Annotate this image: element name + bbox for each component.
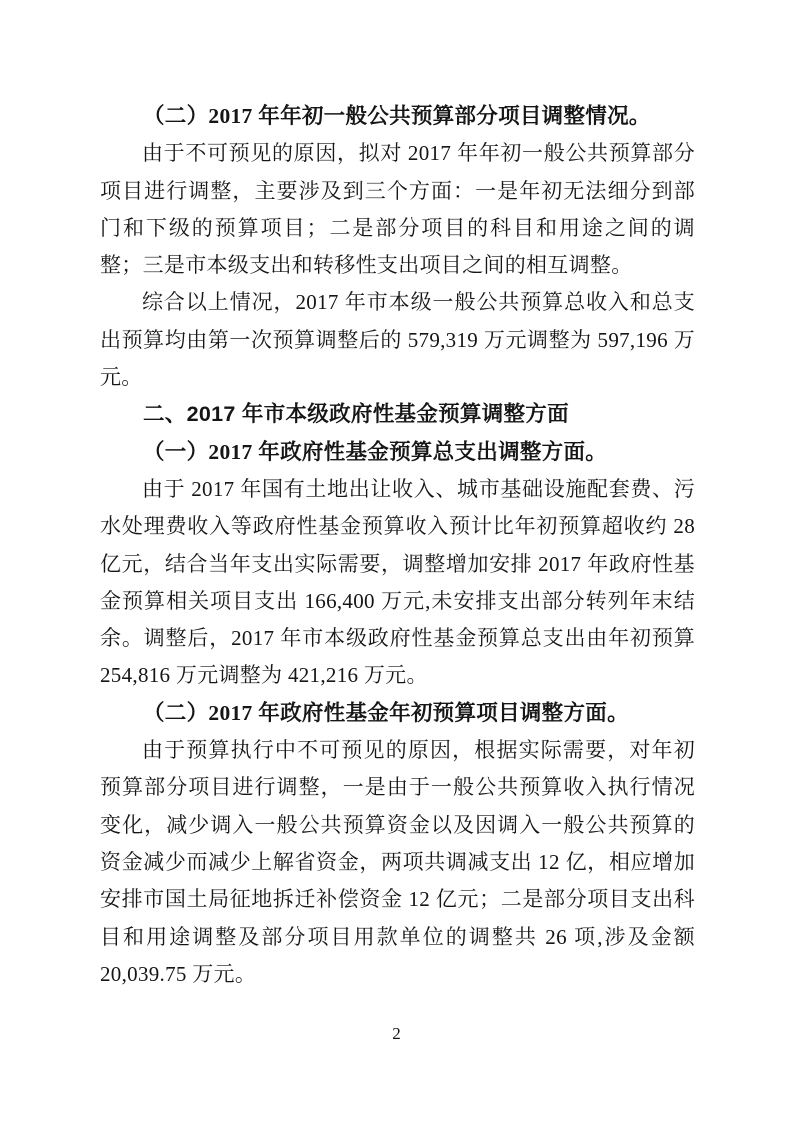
paragraph-fund-project-adjustment: 由于预算执行中不可预见的原因，根据实际需要，对年初预算部分项目进行调整，一是由于一般公共预算收入执行情况变化，减少调入一般公共预算资金以及因调入一般公共预算的资金减少而减少上解省资金，两项共调减支出 12 亿，相应增加安排市国土局征地拆迁补偿资金 12 亿元；二是部分项目支出科目和用途调整及部分项目用款单位的调整共 26 项,涉及金额 20,039.75 万元。	[100, 738, 695, 986]
paragraph-general-budget-totals: 综合以上情况，2017 年市本级一般公共预算总收入和总支出预算均由第一次预算调整后的 579,319 万元调整为 597,196 万元。	[100, 290, 695, 390]
document-content	[100, 98, 695, 993]
section-heading-government-fund-budget: 二、2017 年市本级政府性基金预算调整方面	[143, 402, 569, 427]
page-number: 2	[392, 1024, 401, 1043]
section-heading-fund-initial-budget-projects: （二）2017 年政府性基金年初预算项目调整方面。	[143, 700, 629, 725]
section-heading-fund-total-expenditure: （一）2017 年政府性基金预算总支出调整方面。	[143, 439, 608, 464]
paragraph-general-budget-reasons: 由于不可预见的原因，拟对 2017 年年初一般公共预算部分项目进行调整，主要涉及到三个方面：一是年初无法细分到部门和下级的预算项目；二是部分项目的科目和用途之间的调整；三是市本级支出和转移性支出项目之间的相互调整。	[100, 141, 695, 278]
section-heading-general-budget-project-adjustment: （二）2017 年年初一般公共预算部分项目调整情况。	[143, 104, 651, 128]
paragraph-fund-expenditure-adjustment: 由于 2017 年国有土地出让收入、城市基础设施配套费、污水处理费收入等政府性基金预算收入预计比年初预算超收约 28 亿元，结合当年支出实际需要，调整增加安排 2017 年政府性基金预算相关项目支出 166,400 万元,未安排支出部分转列年末结余。调整后，2017 年市本级政府性基金预算总支出由年初预算 254,816 万元调整为 421,216 万元。	[100, 476, 695, 688]
